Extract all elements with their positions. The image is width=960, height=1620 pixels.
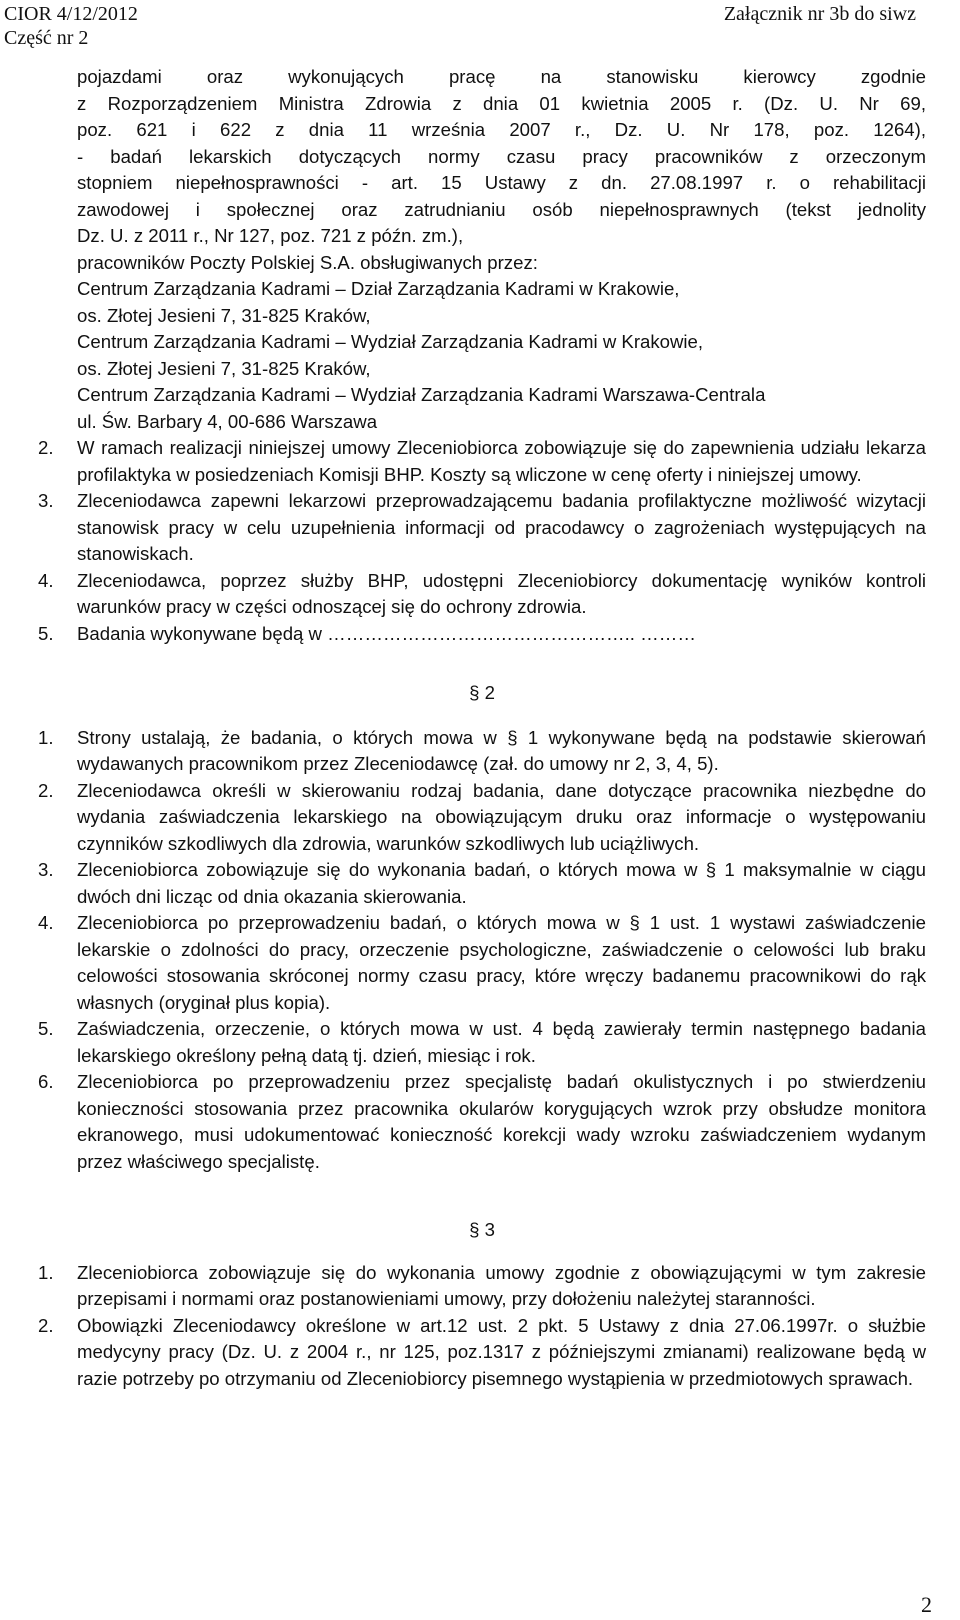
intro-paragraph <box>77 64 926 435</box>
list-item <box>38 621 926 648</box>
item-number: 4. <box>38 569 54 591</box>
intro-line: z Rozporządzeniem Ministra Zdrowia z dnia 01 kwietnia 2005 r. (Dz. U. Nr 69, <box>77 92 926 114</box>
document-header-left <box>4 2 138 50</box>
list-item <box>38 568 926 621</box>
item-text: Zleceniobiorca zobowiązuje się do wykonania badań, o których mowa w § 1 maksymalnie w ciągu dwóch dni licząc od dnia okazania skierowania. <box>77 859 926 907</box>
intro-line: stopniem niepełnosprawności - art. 15 Ustawy z dn. 27.08.1997 r. o rehabilitacji <box>77 172 926 193</box>
section-heading-3: § 3 <box>469 1219 495 1240</box>
item-number: 2. <box>38 1314 54 1336</box>
list-item <box>38 1260 926 1313</box>
item-text: Zleceniodawca określi w skierowaniu rodzaj badania, dane dotyczące pracownika niezbędne do wydania zaświadczenia lekarskiego na obowiązującym druku oraz informacje o występowaniu czynników szkodliwych dla zdrowia, warunków szkodliwych lub uciążliwych. <box>77 779 926 854</box>
item-text: Obowiązki Zleceniodawcy określone w art.12 ust. 2 pkt. 5 Ustawy z dnia 27.06.1997r. o służbie medycyny pracy (Dz. U. z 2004 r., nr 125, poz.1317 z późniejszymi zmianami) realizowane będą w razie potrzeby po otrzymaniu od Zleceniobiorcy pisemnego wystąpienia w przedmiotowych sprawach. <box>77 1314 926 1389</box>
item-number: 4. <box>38 912 54 933</box>
header-attachment: Załącznik nr 3b do siwz <box>723 3 916 25</box>
intro-line: Dz. U. z 2011 r., Nr 127, poz. 721 z późn. zm.), <box>77 225 464 246</box>
list-item <box>38 725 926 778</box>
header-part: Część nr 2 <box>4 27 89 49</box>
item-number: 5. <box>38 1018 54 1039</box>
document-body <box>38 64 926 1392</box>
item-text: Zleceniodawca zapewni lekarzowi przeprowadzającemu badania profilaktyczne możliwość wizytacji stanowisk pracy w celu uzupełnienia informacji od pracodawcy o zagrożeniach występujących na stanowiskach. <box>77 490 926 564</box>
list-item <box>38 778 926 858</box>
intro-line: os. Złotej Jesieni 7, 31-825 Kraków, <box>77 304 371 326</box>
item-number: 1. <box>38 726 54 748</box>
list-item <box>38 1313 926 1393</box>
item-number: 1. <box>38 1261 54 1283</box>
intro-line: Centrum Zarządzania Kadrami – Dział Zarządzania Kadrami w Krakowie, <box>77 278 680 299</box>
header-reference: CIOR 4/12/2012 <box>4 3 138 25</box>
item-number: 3. <box>38 859 54 880</box>
intro-line: os. Złotej Jesieni 7, 31-825 Kraków, <box>77 357 371 379</box>
list-item <box>38 1069 926 1175</box>
intro-line: Centrum Zarządzania Kadrami – Wydział Zarządzania Kadrami Warszawa-Centrala <box>77 384 766 405</box>
intro-line: ul. Św. Barbary 4, 00-686 Warszawa <box>77 410 378 432</box>
page-number: 2 <box>921 1592 932 1617</box>
item-text: Zleceniobiorca zobowiązuje się do wykonania umowy zgodnie z obowiązującymi w tym zakresie przepisami i normami oraz postanowieniami umowy, przy dołożeniu należytej staranności. <box>77 1261 926 1309</box>
section-heading-2: § 2 <box>469 682 495 703</box>
list-item <box>38 857 926 910</box>
item-text: Zleceniobiorca po przeprowadzeniu przez specjalistę badań okulistycznych i po stwierdzeniu konieczności stosowania przez pracownika okularów korygujących wzrok przy obsłudze monitora ekranowego, musi udokumentować konieczność korekcji wady wzroku zaświadczeniem wydanym przez właściwego specjalistę. <box>77 1071 926 1172</box>
list-item <box>38 1016 926 1069</box>
item-number: 3. <box>38 490 54 511</box>
intro-line: - badań lekarskich dotyczących normy czasu pracy pracowników z orzeczonym <box>77 145 926 167</box>
intro-line: pojazdami oraz wykonujących pracę na stanowisku kierowcy zgodnie <box>77 66 926 87</box>
list-item <box>38 435 926 488</box>
item-text: Zaświadczenia, orzeczenie, o których mowa w ust. 4 będą zawierały termin następnego badania lekarskiego określony pełną datą tj. dzień, miesiąc i rok. <box>77 1018 926 1066</box>
item-text: Strony ustalają, że badania, o których mowa w § 1 wykonywane będą na podstawie skierowań wydawanych pracownikom przez Zleceniodawcę (zał. do umowy nr 2, 3, 4, 5). <box>77 726 926 774</box>
item-number: 6. <box>38 1071 54 1092</box>
item-number: 2. <box>38 437 54 458</box>
item-text: Badania wykonywane będą w ………………………………………….. ……… <box>77 622 696 644</box>
item-text: W ramach realizacji niniejszej umowy Zleceniobiorca zobowiązuje się do zapewnienia udziału lekarza profilaktyka w posiedzeniach Komisji BHP. Koszty są wliczone w cenę oferty i niniejszej umowy. <box>77 437 926 485</box>
list-item <box>38 488 926 568</box>
intro-line: Centrum Zarządzania Kadrami – Wydział Zarządzania Kadrami w Krakowie, <box>77 331 704 352</box>
intro-line: pracowników Poczty Polskiej S.A. obsługiwanych przez: <box>77 251 538 273</box>
list-item <box>38 910 926 1016</box>
intro-line: poz. 621 i 622 z dnia 11 września 2007 r., Dz. U. Nr 178, poz. 1264), <box>77 119 926 140</box>
item-text: Zleceniobiorca po przeprowadzeniu badań, o których mowa w § 1 ust. 1 wystawi zaświadczenie lekarskie o zdolności do pracy, orzeczenie psychologiczne, zaświadczenie o celowości lub braku celowości stosowania skróconej normy czasu pracy, które wręczy badanemu pracownikowi do rąk własnych (oryginał plus kopia). <box>77 912 926 1013</box>
intro-line: zawodowej i społecznej oraz zatrudnianiu osób niepełnosprawnych (tekst jednolity <box>77 198 926 220</box>
item-text: Zleceniodawca, poprzez służby BHP, udostępni Zleceniobiorcy dokumentację wyników kontroli warunków pracy w części odnoszącej się do ochrony zdrowia. <box>77 569 926 617</box>
item-number: 5. <box>38 622 54 644</box>
item-number: 2. <box>38 779 54 801</box>
